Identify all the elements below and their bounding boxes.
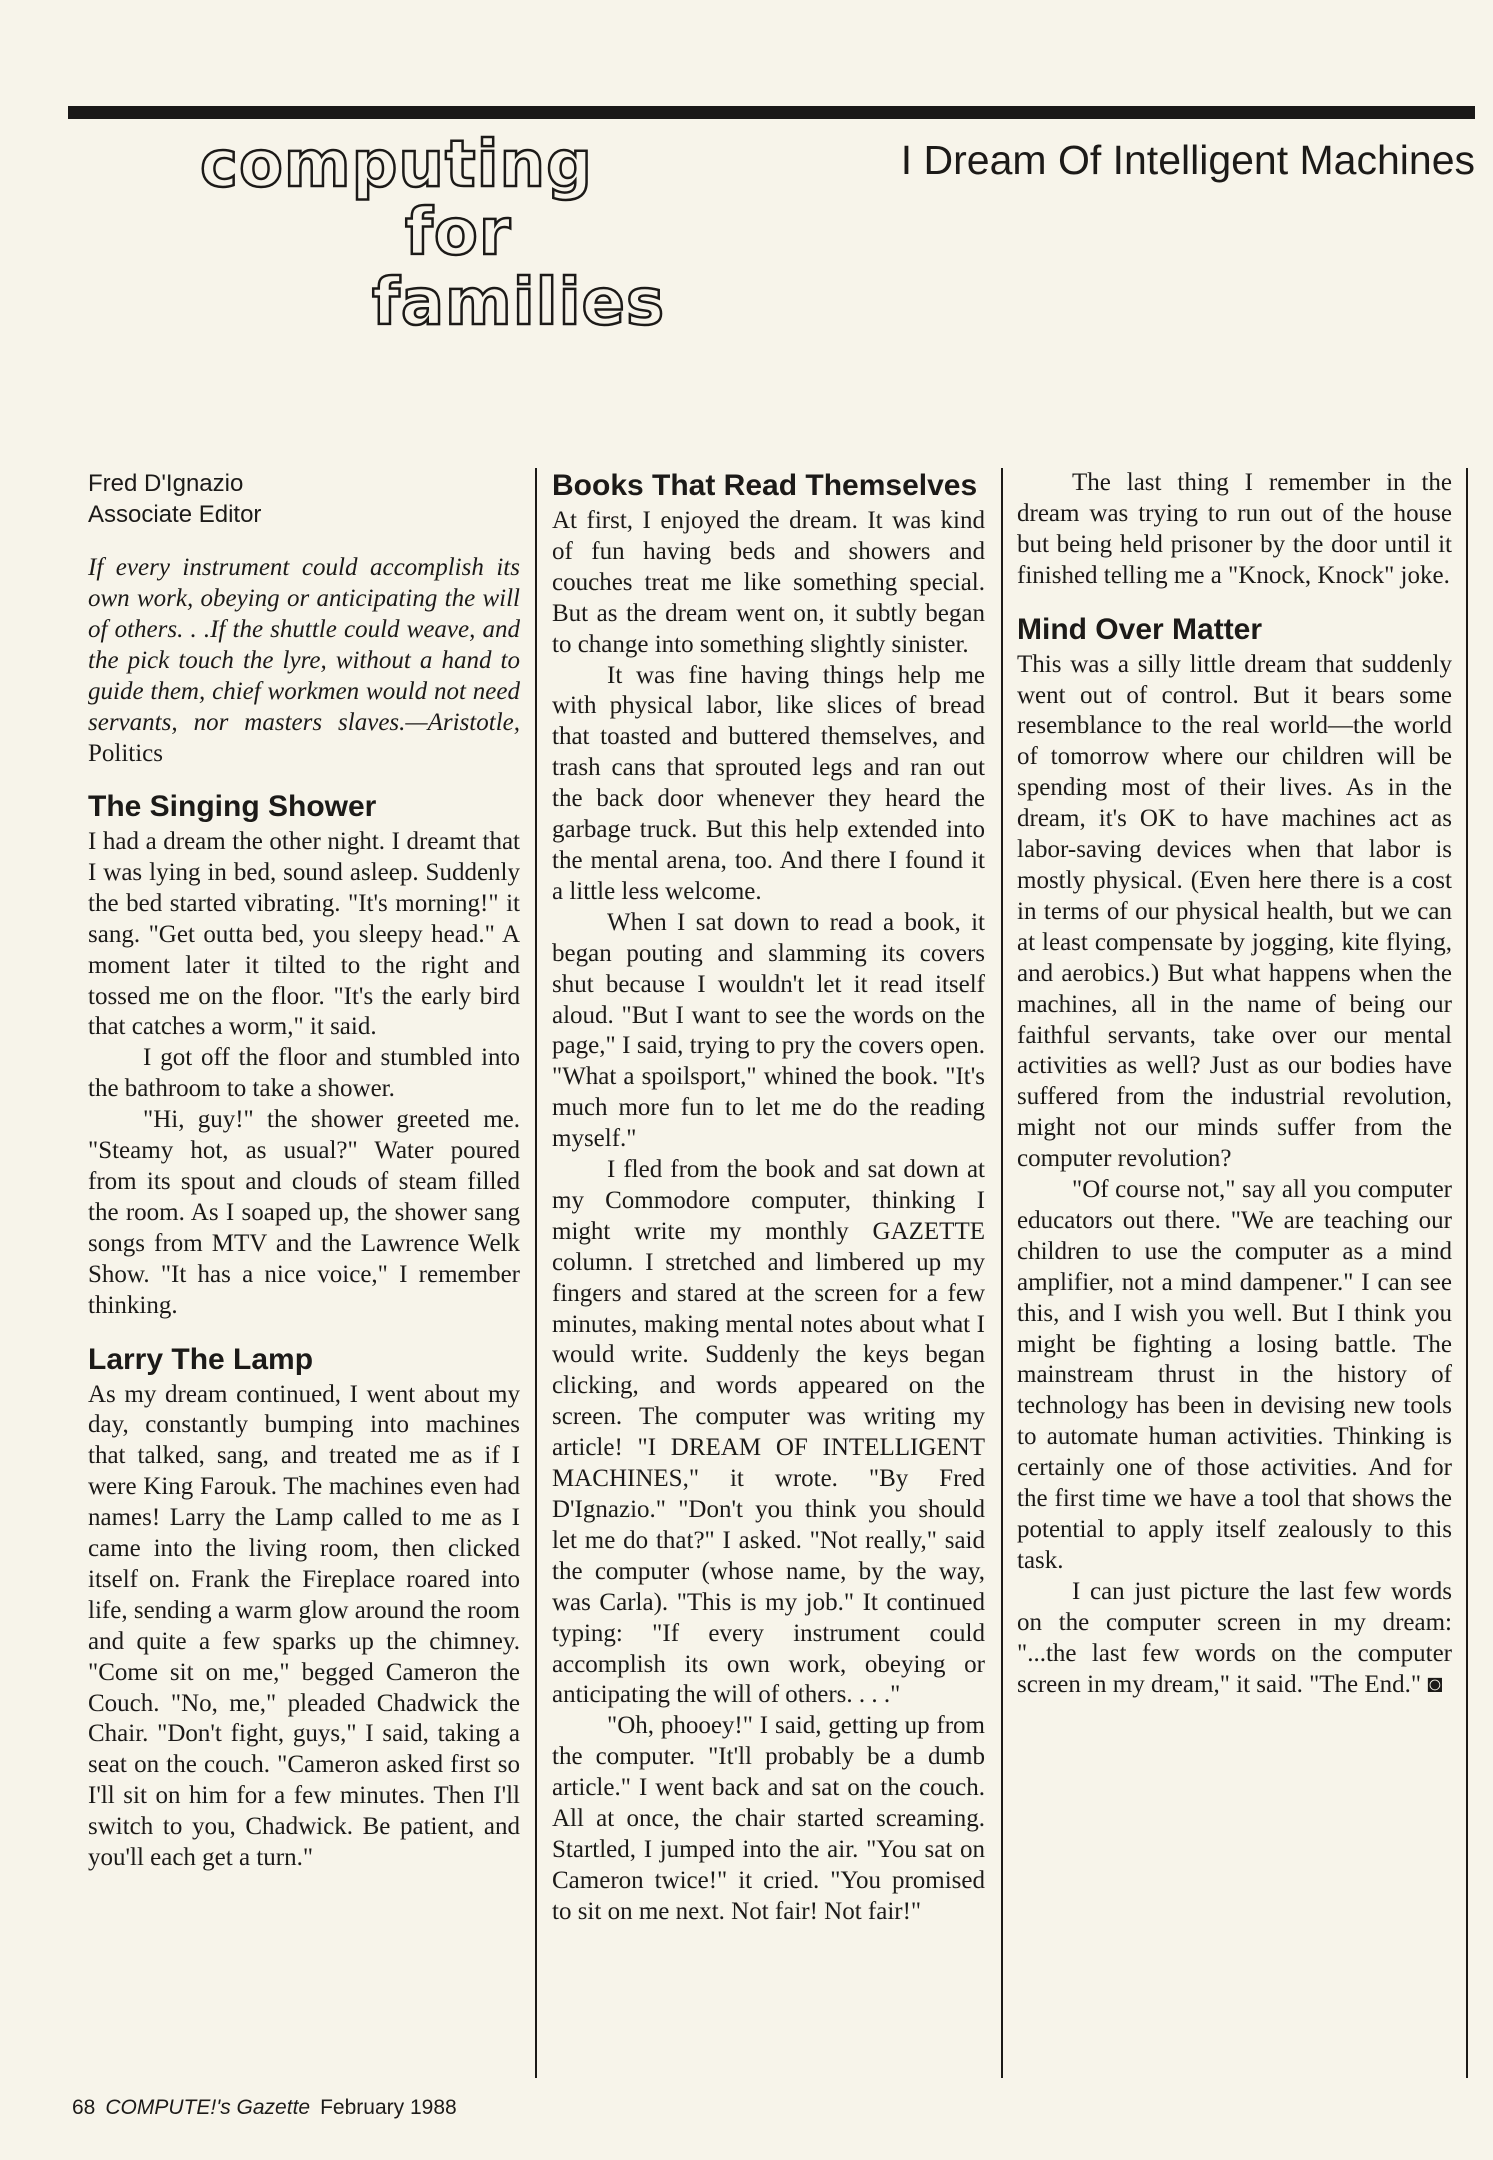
epigraph-text: If every instrument could accomplish its own work, obeying or anticipating the will of others. . .If the shuttle could weave, and the pick touch the lyre, without a hand to guide them, chief workmen would not need servants, nor masters slaves.—Aristotle, [88, 554, 520, 736]
column-3 [1017, 468, 1452, 1700]
byline-author: Fred D'Ignazio [88, 470, 244, 497]
issue-date: February 1988 [320, 2096, 457, 2119]
paragraph: As my dream continued, I went about my day, constantly bumping into machines that talked, sang, and treated me as if I were King Farouk. The machines even had names! Larry the Lamp called to me as I came into the living room, then clicked itself on. Frank the Fireplace roared into life, sending a warm glow around the room and quite a few sparks up the chimney. "Come sit on me," begged Cameron the Couch. "No, me," pleaded Chadwick the Chair. "Don't fight, guys," I said, taking a seat on the couch. "Cameron asked first so I'll sit on him for a few minutes. Then I'll switch to you, Chadwick. Be patient, and you'll each get a turn." [88, 1380, 520, 1872]
paragraph: This was a silly little dream that suddenly went out of control. But it bears some resemblance to the real world—the world of tomorrow where our children will be spending most of their lives. As in the dream, it's OK to have machines act as labor-saving devices when that labor is mostly physical. (Even here there is a cost in terms of our physical health, but we can at least compensate by jogging, kite flying, and aerobics.) But what happens when the machines, all in the name of being our faithful servants, take over our mental activities as well? Just as our bodies have suffered from the industrial revolution, might not our minds suffer from the computer revolution? [1017, 650, 1452, 1173]
column-1 [88, 468, 520, 1874]
department-logo-line3: families [372, 266, 666, 340]
department-logo-line1: computing [200, 128, 593, 202]
column-divider-1 [535, 468, 537, 2078]
paragraph: I got off the floor and stumbled into the bathroom to take a shower. [88, 1044, 520, 1103]
paragraph: I can just picture the last few words on the computer screen in my dream: "...the last few words on the computer screen in my dream," it said. "The End." ◙ [1017, 1577, 1452, 1698]
page-number: 68 [72, 2096, 96, 2119]
paragraph: "Oh, phooey!" I said, getting up from the computer. "It'll probably be a dumb article." I went back and sat on the couch. All at once, the chair started screaming. Startled, I jumped into the air. "You sat on Cameron twice!" it cried. "You promised to sit on me next. Not fair! Not fair!" [552, 1712, 985, 1925]
paragraph: "Of course not," say all you computer educators out there. "We are teaching our children to use the computer as a mind amplifier, not a mind dampener." I can see this, and I wish you well. But I think you might be fighting a losing battle. The mainstream thrust in the history of technology has been in devising new tools to automate human activities. Thinking is certainly one of those activities. And for the first time we have a tool that shows the potential to apply itself zealously to this task. [1017, 1176, 1452, 1574]
paragraph: At first, I enjoyed the dream. It was kind of fun having beds and showers and couches treat me like something special. But as the dream went on, it subtly began to change into something slightly sinister. [552, 507, 985, 658]
section-heading: Mind Over Matter [1017, 612, 1263, 646]
article-headline: I Dream Of Intelligent Machines [900, 137, 1475, 183]
paragraph: The last thing I remember in the dream was trying to run out of the house but being held prisoner by the door until it finished telling me a "Knock, Knock" joke. [1017, 469, 1452, 589]
section-heading: Books That Read Themselves [552, 469, 978, 502]
department-logo-line2: for [405, 196, 512, 270]
paragraph: "Hi, guy!" the shower greeted me. "Steamy hot, as usual?" Water poured from its spout and clouds of steam filled the room. As I soaped up, the shower sang songs from MTV and the Lawrence Welk Show. "It has a nice voice," I remember thinking. [88, 1106, 520, 1319]
column-divider-2 [1001, 468, 1003, 2078]
byline-role: Associate Editor [88, 501, 262, 528]
epigraph [88, 552, 520, 769]
paragraph: I fled from the book and sat down at my Commodore computer, thinking I might write my monthly GAZETTE column. I stretched and limbered up my fingers and stared at the screen for a few minutes, making mental notes about what I would write. Suddenly the keys began clicking, and words appeared on the screen. The computer was writing my article! "I DREAM OF INTELLIGENT MACHINES," it wrote. "By Fred D'Ignazio." "Don't you think you should let me do that?" I asked. "Not really," said the computer (whose name, by the way, was Carla). "This is my job." It continued typing: "If every instrument could accomplish its own work, obeying or anticipating the will of others. . . ." [552, 1156, 985, 1709]
section-heading: The Singing Shower [88, 790, 377, 823]
header-rule [68, 106, 1475, 119]
page-footer [72, 2096, 457, 2120]
section-heading: Larry The Lamp [88, 1342, 314, 1376]
paragraph: I had a dream the other night. I dreamt that I was lying in bed, sound asleep. Suddenly the bed started vibrating. "It's morning!" it sang. "Get outta bed, you sleepy head." A moment later it tilted to the right and tossed me on the floor. "It's the early bird that catches a worm," it said. [88, 828, 520, 1041]
epigraph-source: Politics [88, 740, 164, 767]
byline [88, 468, 520, 530]
magazine-name: COMPUTE!'s Gazette [105, 2096, 311, 2119]
column-2 [552, 468, 985, 1928]
paragraph: When I sat down to read a book, it began pouting and slamming its covers shut because I wouldn't let it read itself aloud. "But I want to see the words on the page," I said, trying to pry the covers open. "What a spoilsport," whined the book. "It's much more fun to let me do the reading myself." [552, 908, 985, 1153]
column-divider-3 [1466, 468, 1468, 2078]
paragraph: It was fine having things help me with physical labor, like slices of bread that toasted and buttered themselves, and trash cans that sprouted legs and ran out the back door whenever they heard the garbage truck. But this help extended into the mental arena, too. And there I found it a little less welcome. [552, 661, 985, 905]
